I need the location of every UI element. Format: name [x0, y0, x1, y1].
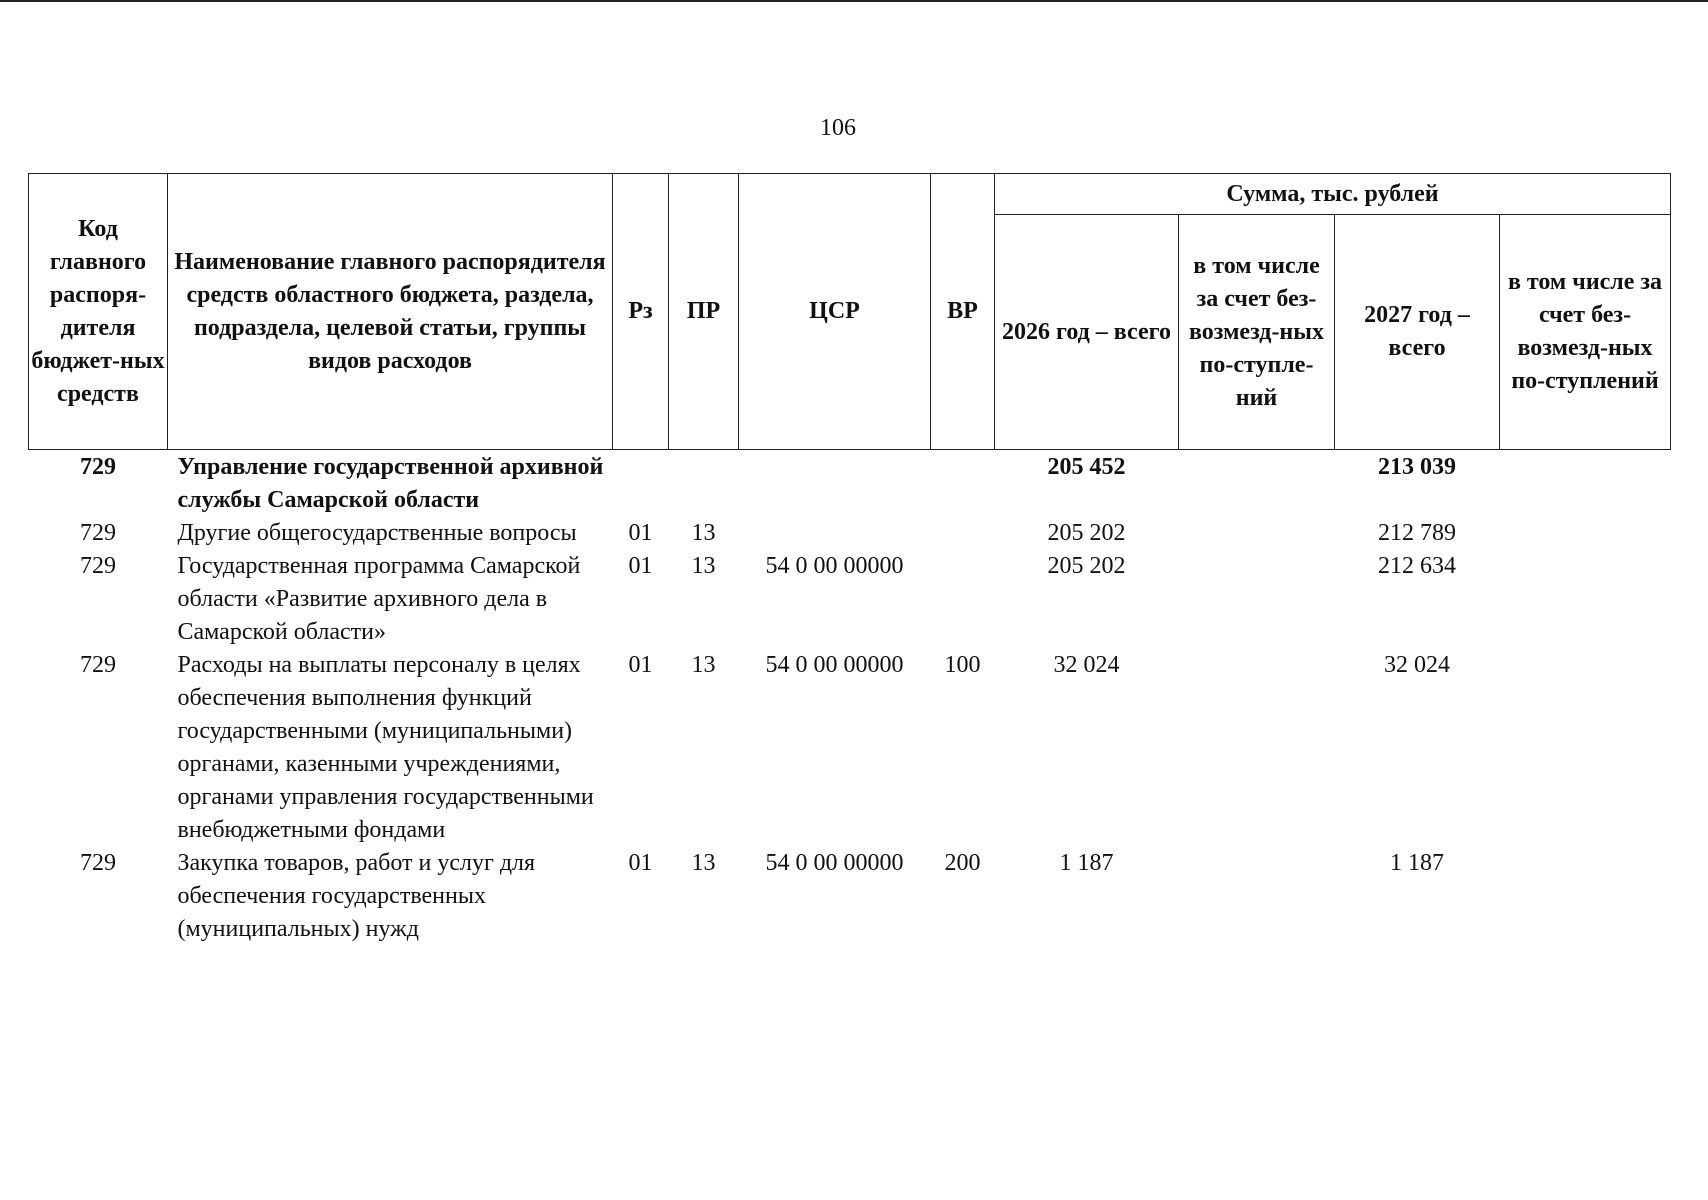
row-2026-total: 1 187 [1059, 850, 1114, 876]
row-2027-total: 32 024 [1384, 652, 1450, 678]
budget-table [28, 173, 1671, 946]
row-code: 729 [80, 553, 116, 579]
header-csr: ЦСР [739, 174, 931, 450]
row-2026-total: 205 202 [1047, 520, 1126, 546]
header-2027-free: в том числе за счет без-возмезд-ных по-ступлений [1500, 215, 1671, 450]
row-2027-free [1500, 649, 1671, 847]
row-vr [931, 450, 995, 518]
row-rz [613, 450, 669, 518]
row-2026-free [1179, 517, 1335, 550]
table-row [29, 517, 1671, 550]
header-2026-total: 2026 год – всего [995, 215, 1179, 450]
row-2026-free [1179, 847, 1335, 946]
row-pr: 13 [691, 850, 716, 876]
row-pr: 13 [691, 520, 716, 546]
row-name: Расходы на выплаты персоналу в целях обеспечения выполнения функций государственными (муниципальными) органами, казенными учреждениями, органами управления государственными внебюджетными фондами [177, 652, 594, 843]
row-2026-total: 32 024 [1053, 652, 1120, 678]
table-row [29, 847, 1671, 946]
row-2026-total: 205 202 [1047, 553, 1126, 579]
row-2027-free [1500, 550, 1671, 649]
row-csr [739, 450, 931, 518]
row-name: Закупка товаров, работ и услуг для обеспечения государственных (муниципальных) нужд [177, 850, 536, 942]
page-number: 106 [820, 115, 856, 141]
row-code: 729 [80, 520, 116, 546]
table-row [29, 649, 1671, 847]
row-rz: 01 [628, 850, 653, 876]
row-rz: 01 [628, 652, 653, 678]
table-row [29, 450, 1671, 518]
row-csr [739, 517, 931, 550]
row-csr: 54 0 00 00000 [765, 553, 904, 579]
row-2027-total: 212 789 [1378, 520, 1456, 546]
row-pr: 13 [691, 553, 716, 579]
row-rz: 01 [628, 553, 653, 579]
header-name: Наименование главного распорядителя средств областного бюджета, раздела, подраздела, целевой статьи, группы видов расходов [168, 174, 613, 450]
header-2027-total: 2027 год – всего [1335, 215, 1500, 450]
row-vr [931, 517, 995, 550]
top-rule [0, 0, 1708, 2]
row-csr: 54 0 00 00000 [765, 850, 904, 876]
table-header [29, 174, 1671, 450]
row-name: Государственная программа Самарской области «Развитие архивного дела в Самарской области» [177, 553, 581, 645]
row-2026-total: 205 452 [1047, 454, 1126, 480]
row-2027-total: 1 187 [1390, 850, 1444, 876]
header-rz: Рз [613, 174, 669, 450]
row-2027-free [1500, 847, 1671, 946]
header-code: Код главного распоря-дителя бюджет-ных средств [29, 174, 168, 450]
row-2026-free [1179, 450, 1335, 518]
row-vr: 100 [944, 652, 981, 678]
row-name: Другие общегосударственные вопросы [177, 520, 577, 546]
row-2026-free [1179, 550, 1335, 649]
row-rz: 01 [628, 520, 653, 546]
table-body [29, 450, 1671, 947]
row-vr: 200 [944, 850, 981, 876]
row-2027-total: 212 634 [1378, 553, 1456, 579]
table-row [29, 550, 1671, 649]
row-code: 729 [80, 454, 116, 480]
row-2026-free [1179, 649, 1335, 847]
row-2027-free [1500, 450, 1671, 518]
header-pr: ПР [669, 174, 739, 450]
header-2026-free: в том числе за счет без-возмезд-ных по-ступле-ний [1179, 215, 1335, 450]
row-pr [669, 450, 739, 518]
row-2027-free [1500, 517, 1671, 550]
row-vr [931, 550, 995, 649]
header-sum: Сумма, тыс. рублей [995, 174, 1671, 215]
row-pr: 13 [691, 652, 716, 678]
header-vr: ВР [931, 174, 995, 450]
row-2027-total: 213 039 [1378, 454, 1456, 480]
row-code: 729 [80, 850, 116, 876]
row-name: Управление государственной архивной службы Самарской области [177, 454, 604, 513]
row-csr: 54 0 00 00000 [765, 652, 904, 678]
row-code: 729 [80, 652, 116, 678]
